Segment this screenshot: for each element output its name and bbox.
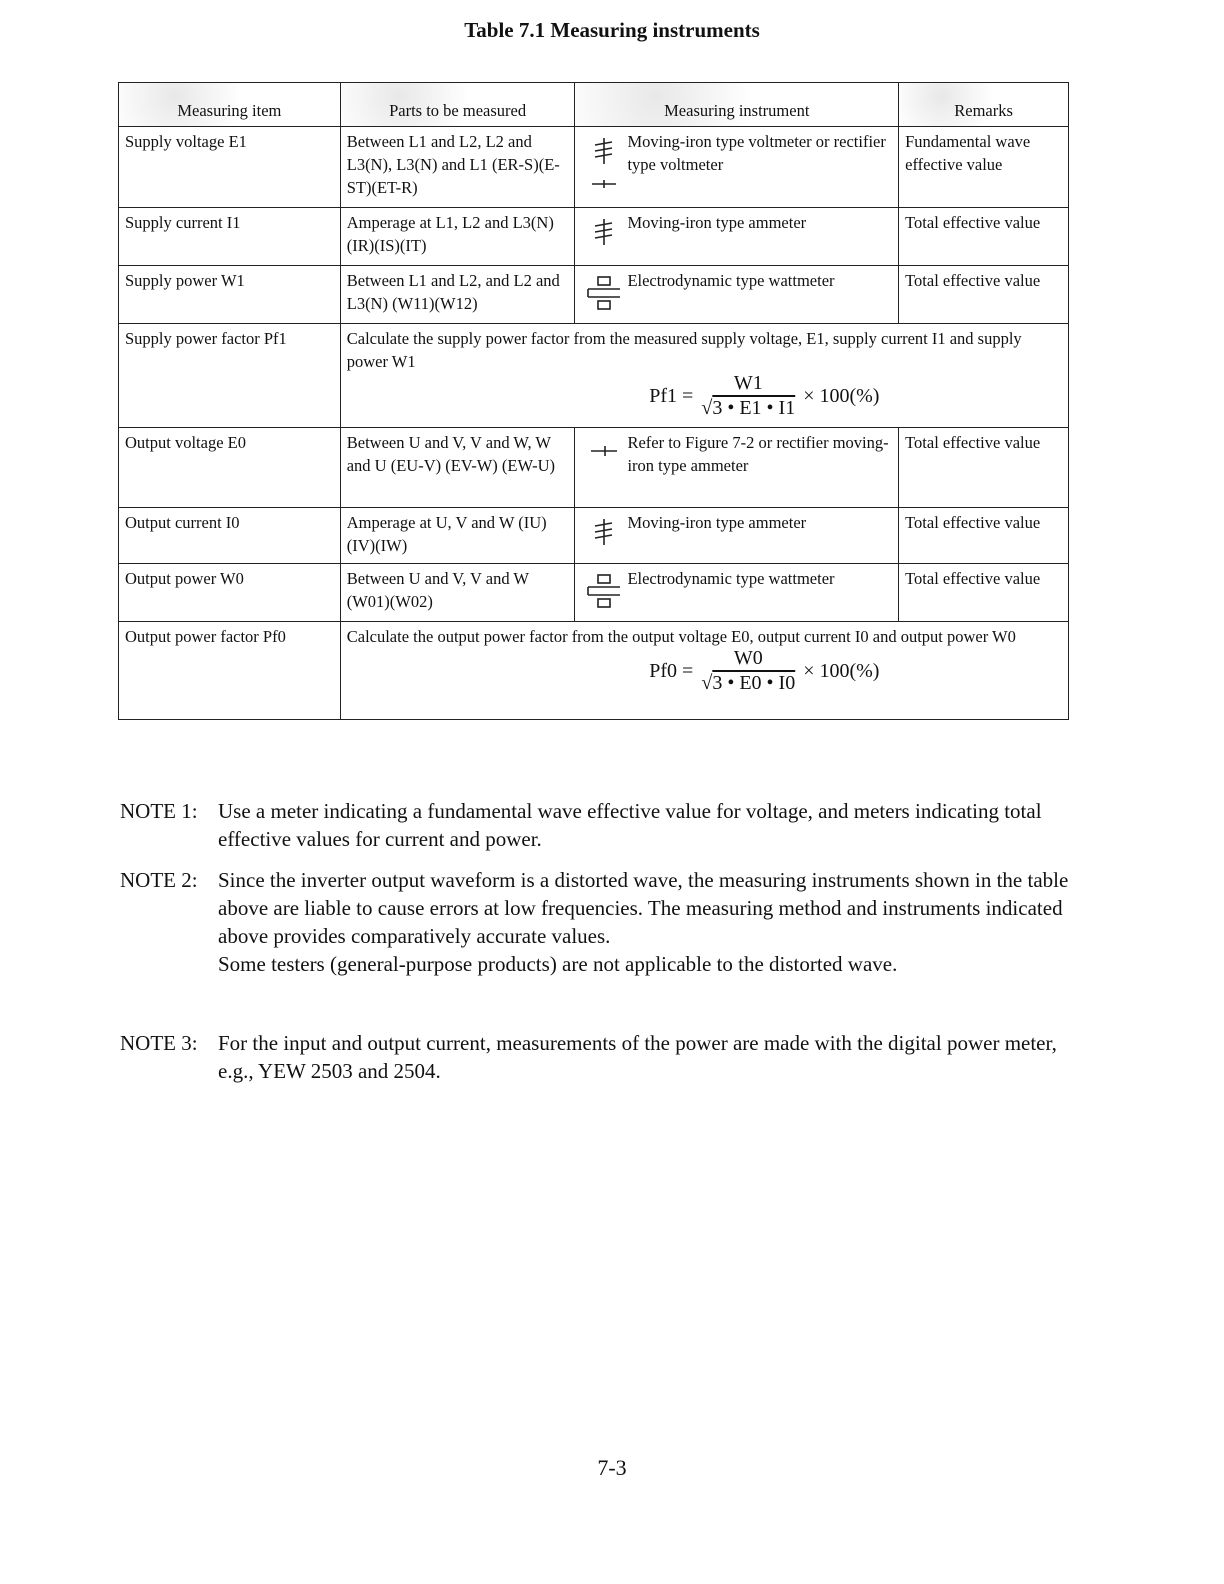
formula-numerator: W1 [728, 371, 769, 396]
header-remarks: Remarks [899, 83, 1069, 127]
note-label: NOTE 1: [120, 799, 198, 823]
instrument-text: Electrodynamic type wattmeter [627, 271, 835, 290]
note-3 [120, 1029, 1080, 1085]
instrument-text: Moving-iron type voltmeter or rectifier type voltmeter [627, 132, 886, 174]
parts-cell: Amperage at U, V and W (IU)(IV)(IW) [340, 508, 575, 564]
measuring-item-cell: Output voltage E0 [119, 428, 341, 508]
wattmeter-icon [581, 567, 627, 613]
parts-cell: Amperage at L1, L2 and L3(N) (IR)(IS)(IT) [340, 208, 575, 266]
header-parts-to-be-measured: Parts to be measured [340, 83, 575, 127]
instrument-cell [575, 208, 899, 266]
measuring-item-cell: Supply power W1 [119, 266, 341, 324]
note-text: For the input and output current, measurements of the power are made with the digital power meter, e.g., YEW 2503 and 2504. [218, 1031, 1057, 1083]
table-row [119, 622, 1069, 720]
formula-rhs: × 100(%) [803, 659, 880, 682]
note-text: Some testers (general-purpose products) are not applicable to the distorted wave. [218, 952, 898, 976]
formula-lhs: Pf1 = [649, 384, 694, 407]
output-power-factor-formula [467, 646, 1062, 695]
calculation-cell [340, 622, 1068, 720]
remarks-cell: Total effective value [899, 208, 1069, 266]
measuring-instruments-table [118, 82, 1069, 720]
moving-iron-ammeter-icon [581, 211, 627, 247]
moving-iron-voltmeter-icon [581, 130, 627, 192]
calculation-text: Calculate the output power factor from the output voltage E0, output current I0 and output power W0 [346, 627, 1016, 646]
calculation-cell [340, 324, 1068, 428]
remarks-cell: Total effective value [899, 508, 1069, 564]
parts-cell: Between U and V, V and W (W01)(W02) [340, 564, 575, 622]
parts-cell: Between L1 and L2, and L2 and L3(N) (W11)(W12) [340, 266, 575, 324]
table-row [119, 324, 1069, 428]
instrument-cell [575, 508, 899, 564]
instrument-cell [575, 428, 899, 508]
parts-cell: Between U and V, V and W, W and U (EU-V) (EV-W) (EW-U) [340, 428, 575, 508]
measuring-item-cell: Output power W0 [119, 564, 341, 622]
header-measuring-instrument: Measuring instrument [575, 83, 899, 127]
page-number: 7-3 [597, 1455, 627, 1480]
note-1 [120, 797, 1080, 853]
formula-fraction [695, 646, 801, 695]
remarks-cell: Total effective value [899, 428, 1069, 508]
measuring-item-cell: Output current I0 [119, 508, 341, 564]
supply-power-factor-formula [467, 371, 1062, 420]
instrument-cell [575, 266, 899, 324]
table-header-row [119, 83, 1069, 127]
formula-fraction [695, 371, 801, 420]
header-measuring-item: Measuring item [119, 83, 341, 127]
note-label: NOTE 3: [120, 1031, 198, 1055]
instrument-text: Electrodynamic type wattmeter [627, 569, 835, 588]
calculation-text: Calculate the supply power factor from the measured supply voltage, E1, supply current I1 and supply power W1 [346, 329, 1022, 371]
wattmeter-icon [581, 269, 627, 315]
formula-denominator: √3 • E0 • I0 [701, 672, 796, 694]
note-text: Use a meter indicating a fundamental wave effective value for voltage, and meters indicating total effective values for current and power. [218, 799, 1042, 851]
formula-lhs: Pf0 = [649, 659, 694, 682]
instrument-text: Refer to Figure 7-2 or rectifier moving-iron type ammeter [627, 433, 889, 475]
instrument-text: Moving-iron type ammeter [627, 513, 807, 532]
measuring-item-cell: Supply voltage E1 [119, 127, 341, 208]
instrument-text: Moving-iron type ammeter [627, 213, 807, 232]
table-row [119, 127, 1069, 208]
table-title: Table 7.1 Measuring instruments [464, 18, 760, 42]
formula-rhs: × 100(%) [803, 384, 880, 407]
formula-numerator: W0 [728, 646, 769, 671]
table-row [119, 508, 1069, 564]
table-row [119, 564, 1069, 622]
table-row [119, 266, 1069, 324]
instrument-cell [575, 564, 899, 622]
table-row [119, 208, 1069, 266]
remarks-cell: Fundamental wave effective value [899, 127, 1069, 208]
measuring-item-cell: Output power factor Pf0 [119, 622, 341, 720]
remarks-cell: Total effective value [899, 266, 1069, 324]
instrument-cell [575, 127, 899, 208]
measuring-item-cell: Supply current I1 [119, 208, 341, 266]
moving-iron-ammeter-icon [581, 511, 627, 547]
note-text: Since the inverter output waveform is a distorted wave, the measuring instruments shown in the table above are liable to cause errors at low frequencies. The measuring method and instruments indicated above provides comparatively accurate values. [218, 868, 1069, 948]
parts-cell: Between L1 and L2, L2 and L3(N), L3(N) and L1 (ER-S)(E-ST)(ET-R) [340, 127, 575, 208]
rectifier-icon [581, 431, 627, 467]
remarks-cell: Total effective value [899, 564, 1069, 622]
measuring-item-cell: Supply power factor Pf1 [119, 324, 341, 428]
formula-denominator: √3 • E1 • I1 [701, 397, 796, 419]
note-label: NOTE 2: [120, 868, 198, 892]
note-2 [120, 866, 1080, 978]
table-row [119, 428, 1069, 508]
